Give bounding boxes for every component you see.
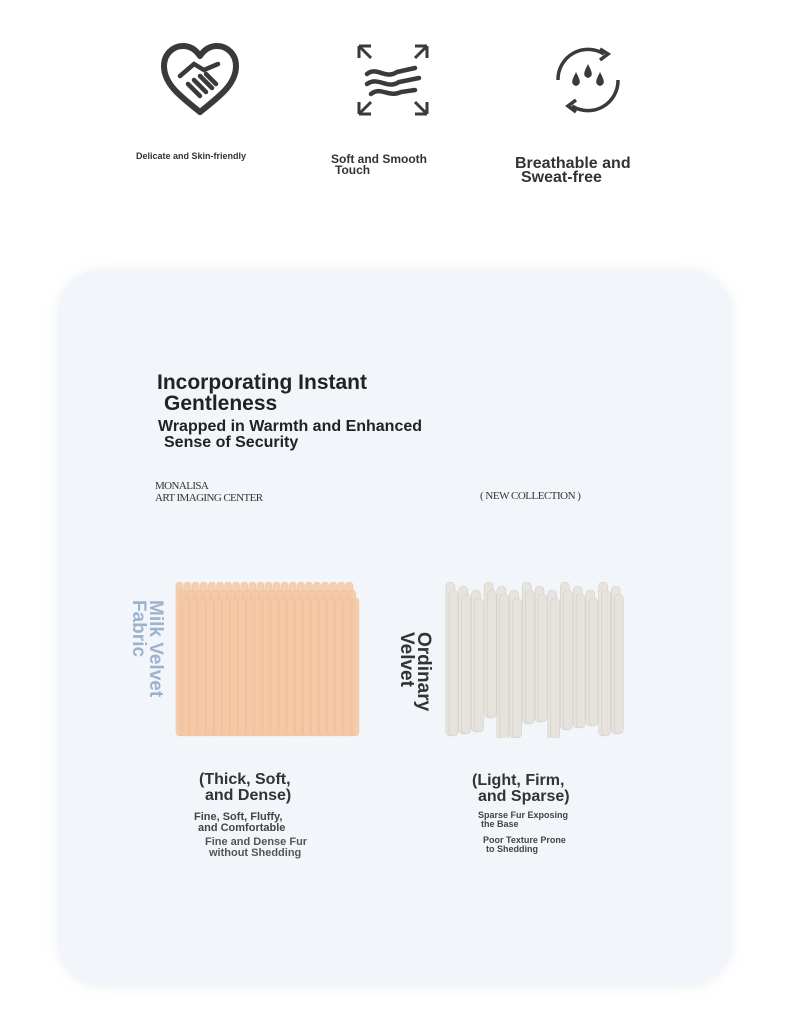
feature-label-skin-friendly: Delicate and Skin-friendly xyxy=(136,151,247,161)
water-drops-cycle-icon xyxy=(488,40,688,120)
handshake-heart-icon xyxy=(100,40,300,120)
ordinary-velvet-title: (Light, Firm, and Sparse) xyxy=(472,772,570,805)
brand-text: MONALISA ART IMAGING CENTER xyxy=(155,480,263,504)
feature-label-breathable: Breathable and Sweat-free xyxy=(515,155,631,187)
feature-label-soft-smooth: Soft and Smooth Touch xyxy=(331,152,427,177)
ordinary-velvet-desc-2: Poor Texture Prone to Shedding xyxy=(483,835,566,854)
ordinary-velvet-illustration xyxy=(440,582,630,738)
subheadline: Wrapped in Warmth and Enhanced Sense of Security xyxy=(158,418,423,451)
milk-velvet-desc-2: Fine and Dense Fur without Shedding xyxy=(205,836,308,859)
feature-breathable xyxy=(488,40,688,120)
headline: Incorporating Instant Gentleness xyxy=(157,371,367,415)
ordinary-velvet-desc-1: Sparse Fur Exposing the Base xyxy=(478,810,569,829)
ordinary-velvet-label: Ordinary Velvet xyxy=(396,632,434,712)
wind-airflow-icon xyxy=(293,40,493,120)
milk-velvet-label: Milk Velvet Fabric xyxy=(128,600,166,698)
milk-velvet-title: (Thick, Soft, and Dense) xyxy=(199,771,292,804)
milk-velvet-desc-1: Fine, Soft, Fluffy, and Comfortable xyxy=(194,811,286,834)
collection-text: ( NEW COLLECTION ) xyxy=(480,490,581,502)
milk-velvet-illustration xyxy=(170,582,360,738)
feature-soft-smooth xyxy=(293,40,493,120)
feature-skin-friendly xyxy=(100,40,300,120)
